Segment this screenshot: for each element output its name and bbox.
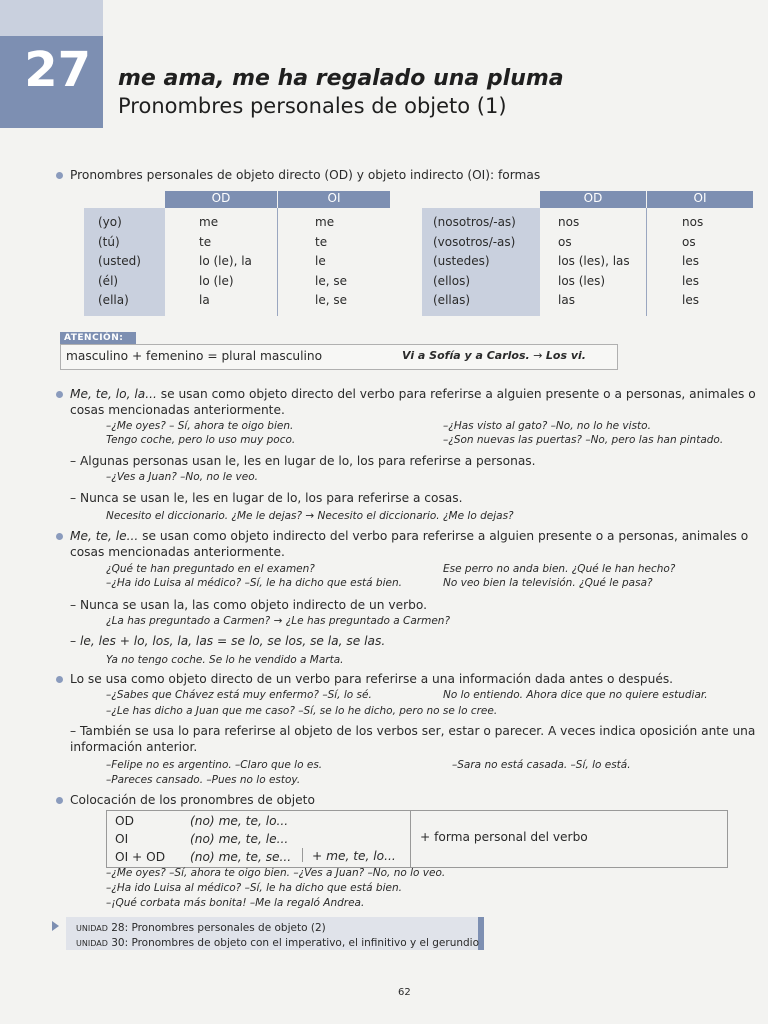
forms-heading: Pronombres personales de objeto directo (OD) y objeto indirecto (OI): formas: [70, 168, 541, 182]
table-cell: les: [682, 273, 699, 288]
sec3-ex-r1: No lo entiendo. Ahora dice que no quiere estudiar.: [443, 689, 708, 701]
atencion-label: ATENCIÓN:: [60, 332, 136, 344]
table-cell: os: [682, 234, 696, 249]
table-cell: lo (le): [199, 273, 234, 288]
table-cell: le: [315, 254, 326, 268]
sec1-sub1: – Algunas personas usan le, les en lugar de lo, los para referirse a personas.: [70, 454, 536, 468]
reference-prefix: UNIDAD: [76, 924, 108, 933]
sec1-ex-l1: –¿Me oyes? – Sí, ahora te oigo bien.: [106, 420, 294, 432]
sec3-ex-s-r1: –Sara no está casada. –Sí, lo está.: [452, 759, 631, 771]
placement-value: (no) me, te, le...: [190, 832, 289, 846]
divider: [277, 208, 278, 316]
sec2-text: [70, 528, 758, 560]
unit-tab-decoration: [0, 0, 103, 36]
header-od-right-label: OD: [583, 191, 603, 205]
sec1-text: [70, 386, 758, 418]
sec3-ex-l2: –¿Le has dicho a Juan que me caso? –Sí, se lo he dicho, pero no se lo cree.: [106, 705, 498, 717]
table-cell: nos: [558, 215, 580, 229]
atencion-rule: masculino + femenino = plural masculino: [66, 349, 323, 363]
left-od: [199, 213, 252, 311]
placement-label: OI: [115, 832, 129, 846]
placement-values: [190, 812, 291, 866]
table-cell: nos: [682, 215, 704, 229]
placement-label: OI + OD: [115, 850, 166, 864]
table-cell: me: [199, 215, 219, 229]
header-od-right: [540, 191, 646, 208]
placement-value: (no) me, te, lo...: [190, 814, 289, 828]
sec1-sub1-ex: –¿Ves a Juan? –No, no le veo.: [106, 471, 258, 483]
sec4-ex2: –¿Ha ido Luisa al médico? –Sí, le ha dicho que está bien.: [106, 882, 402, 894]
table-cell: (yo): [98, 215, 122, 229]
sec1-lead: Me, te, lo, la...: [70, 387, 157, 401]
placement-extra: + me, te, lo...: [312, 849, 396, 863]
header-od-left: [165, 191, 277, 208]
table-cell: las: [558, 293, 575, 307]
table-cell: (ellos): [433, 273, 471, 288]
header-od-left-label: OD: [211, 191, 231, 205]
placement-label: OD: [115, 814, 134, 828]
page-title: Pronombres personales de objeto (1): [118, 94, 507, 118]
table-cell: (tú): [98, 234, 120, 249]
table-cell: (ella): [98, 293, 129, 307]
table-cell: te: [315, 234, 328, 249]
sec3-text: Lo se usa como objeto directo de un verbo para referirse a una información dada antes o después.: [70, 671, 758, 687]
reference-text: 28: Pronombres personales de objeto (2): [111, 922, 326, 934]
placement-labels: [115, 812, 165, 866]
placement-right: + forma personal del verbo: [420, 830, 588, 844]
reference-link[interactable]: [76, 936, 479, 951]
sec2-ex-r2: No veo bien la televisión. ¿Qué le pasa?: [443, 577, 653, 589]
reference-prefix: UNIDAD: [76, 939, 108, 948]
table-cell: le, se: [315, 293, 347, 307]
table-cell: los (les), las: [558, 254, 630, 268]
header-oi-left-label: OI: [327, 191, 341, 205]
header-oi-right: [647, 191, 753, 208]
sec1-body: se usan como objeto directo del verbo para referirse a alguien presente o a personas, animales o cosas mencionadas anteriormente.: [70, 387, 756, 417]
sec2-sub1-ex: ¿La has preguntado a Carmen? → ¿Le has preguntado a Carmen?: [106, 615, 451, 627]
table-cell: me: [315, 215, 335, 229]
table-cell: les: [682, 293, 699, 307]
sec2-ex-l2: –¿Ha ido Luisa al médico? –Sí, le ha dicho que está bien.: [106, 577, 402, 589]
right-oi: [682, 213, 703, 311]
atencion-example-a: Vi a Sofía y a Carlos.: [402, 349, 530, 362]
table-cell: la: [199, 293, 210, 307]
sec2-sub1: – Nunca se usan la, las como objeto indirecto de un verbo.: [70, 598, 427, 612]
sec4-ex1: –¿Me oyes? –Sí, ahora te oigo bien. –¿Ves a Juan? –No, no lo veo.: [106, 867, 446, 879]
table-cell: (usted): [98, 254, 141, 268]
table-cell: (él): [98, 273, 119, 288]
sec2-body: se usan como objeto indirecto del verbo para referirse a alguien presente o a personas, animales o cosas mencionadas anteriormente.: [70, 529, 749, 559]
table-cell: le, se: [315, 273, 347, 288]
placement-value: (no) me, te, se...: [190, 850, 292, 864]
table-cell: (vosotros/-as): [433, 234, 516, 249]
header-oi-left: [278, 191, 390, 208]
sec4-heading: Colocación de los pronombres de objeto: [70, 793, 315, 807]
sec2-lead: Me, te, le...: [70, 529, 139, 543]
sec2-ex-l1: ¿Qué te han preguntado en el examen?: [106, 563, 315, 575]
table-cell: les: [682, 254, 699, 268]
sec3-ex-l1: –¿Sabes que Chávez está muy enfermo? –Sí, lo sé.: [106, 689, 372, 701]
reference-text: 30: Pronombres de objeto con el imperativo, el infinitivo y el gerundio: [111, 937, 480, 949]
table-cell: (ellas): [433, 293, 471, 307]
sec2-sub2: – le, les + lo, los, la, las = se lo, se los, se la, se las.: [70, 634, 386, 648]
sec3-sub1: – También se usa lo para referirse al objeto de los verbos ser, estar o parecer. A veces indica oposición ante una información anterior.: [70, 724, 756, 754]
right-od: [558, 213, 630, 311]
divider: [302, 848, 303, 862]
table-cell: os: [558, 234, 572, 249]
sec3-ex-s-l1: –Felipe no es argentino. –Claro que lo es.: [106, 759, 323, 771]
divider: [646, 208, 647, 316]
sec2-ex-r1: Ese perro no anda bien. ¿Qué le han hecho?: [443, 563, 676, 575]
unit-number: 27: [0, 36, 103, 128]
divider: [410, 810, 411, 868]
sec1-ex-r2: –¿Son nuevas las puertas? –No, pero las han pintado.: [443, 434, 724, 446]
page-number: 62: [398, 987, 411, 998]
left-persons: [98, 213, 141, 311]
table-cell: lo (le), la: [199, 254, 252, 268]
sec1-sub2: – Nunca se usan le, les en lugar de lo, los para referirse a cosas.: [70, 491, 463, 505]
right-persons: [433, 213, 516, 311]
atencion-example-b: Los vi.: [545, 349, 586, 362]
sec3-ex-s-l2: –Pareces cansado. –Pues no lo estoy.: [106, 774, 301, 786]
table-cell: te: [199, 234, 212, 249]
table-cell: (ustedes): [433, 254, 490, 268]
arrow-icon: →: [533, 349, 543, 362]
table-cell: (nosotros/-as): [433, 215, 516, 229]
arrow-right-icon: [52, 921, 59, 931]
header-oi-right-label: OI: [693, 191, 707, 205]
title-examples: me ama, me ha regalado una pluma: [118, 66, 564, 91]
references: [76, 921, 479, 951]
left-oi: [315, 213, 347, 311]
sec1-sub2-ex: Necesito el diccionario. ¿Me le dejas? → Necesito el diccionario. ¿Me lo dejas?: [106, 510, 514, 522]
sec2-sub2-ex: Ya no tengo coche. Se lo he vendido a Marta.: [106, 654, 344, 666]
table-cell: los (les): [558, 273, 606, 288]
sec1-ex-r1: –¿Has visto al gato? –No, no lo he visto.: [443, 420, 651, 432]
reference-link[interactable]: [76, 921, 479, 936]
sec4-ex3: –¡Qué corbata más bonita! –Me la regaló Andrea.: [106, 897, 365, 909]
atencion-example: [402, 349, 586, 362]
sec1-ex-l2: Tengo coche, pero lo uso muy poco.: [106, 434, 296, 446]
